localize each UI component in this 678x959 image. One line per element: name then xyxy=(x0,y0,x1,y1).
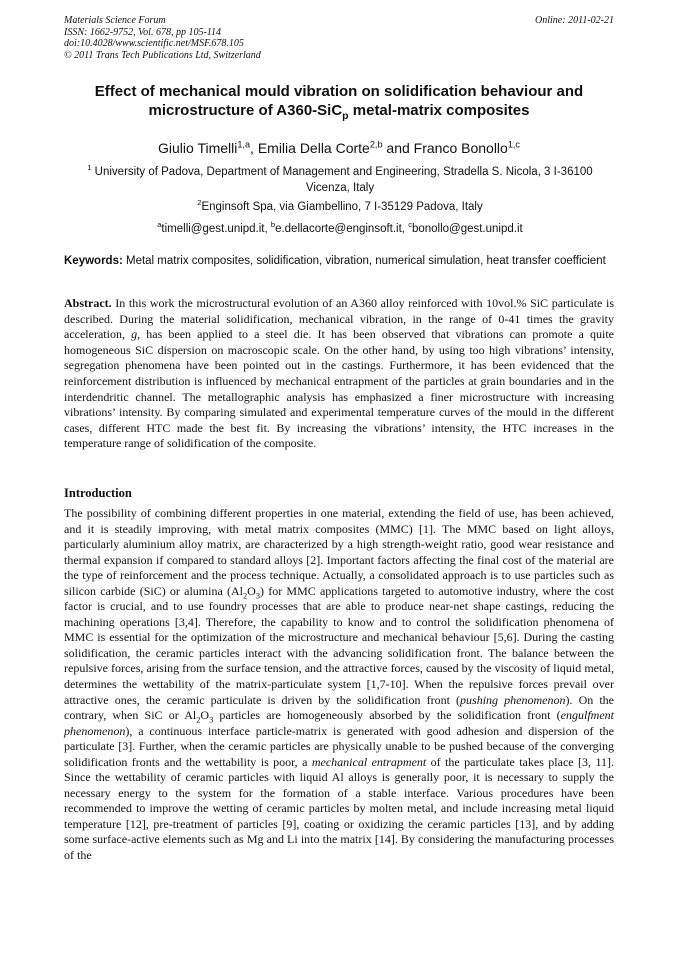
intro-pushing: pushing phenomenon xyxy=(460,692,566,707)
author-1-sup: 1,a xyxy=(237,139,251,150)
title-line-2-pre: microstructure of A360-SiC xyxy=(148,102,343,119)
affiliation-2 xyxy=(80,199,600,215)
journal-header xyxy=(64,15,614,61)
author-2-sup: 2,b xyxy=(369,139,383,150)
title-line-2 xyxy=(64,101,614,120)
abstract-label: Abstract. xyxy=(64,296,112,310)
author-2: Emilia Della Corte xyxy=(257,140,370,156)
intro-mid-2: O xyxy=(200,708,210,723)
affiliation-1 xyxy=(80,164,600,196)
journal-name: Materials Science Forum xyxy=(64,15,166,26)
issn-line: ISSN: 1662-9752, Vol. 678, pp 105-114 xyxy=(64,26,222,38)
doi-line: doi:10.4028/www.scientific.net/MSF.678.105 xyxy=(64,38,244,49)
email-a-sup: a xyxy=(157,220,162,230)
intro-mech: mechanical entrapment xyxy=(311,754,427,769)
title-line-1: Effect of mechanical mould vibration on solidification behaviour and xyxy=(94,83,584,100)
title-line-2-post: metal-matrix composites xyxy=(348,102,530,119)
intro-text-2: ) for MMC applications targeted to automotive industry, where the cost factor is crucial, and to use foundry processes that are able to produce near-net shape castings, reducing the machining operations [3,4]. Therefore, the capability to know and to control the solidification phenomena of MMC is essential for the optimization of the microstructure and mechanical behaviour [5,6]. During the casting solidification, the ceramic particles interact with the advancing solidification front. The balance between the repulsive forces, arising from the surface tension, and the attractive forces, caused by the viscosity of liquid metal, determines the wettability of the matrix-particulate system [1,7-10]. When the repulsive forces prevail over attractive ones, the ceramic particulate is driven by the solidification front ( xyxy=(64,583,614,707)
keywords-label: Keywords: xyxy=(64,255,123,267)
aff-2-text: Enginsoft Spa, via Giambellino, 7 I-35129 Padova, Italy xyxy=(201,201,483,213)
copyright-line: © 2011 Trans Tech Publications Ltd, Switzerland xyxy=(64,49,261,61)
intro-text-5: ), a continuous interface particle-matrix is generated with good adhesion and dispersion of the particulate [3]. Further, when the ceramic particles are physically unable to be pushed because of the converging solidification fronts and the wettability is poor, a xyxy=(64,723,614,769)
email-c: bonollo@gest.unipd.it xyxy=(411,223,523,235)
author-sep-2: and xyxy=(382,140,414,156)
email-c-sup: c xyxy=(408,220,412,230)
section-heading-introduction: Introduction xyxy=(64,486,132,500)
email-b: e.dellacorte@enginsoft.it, xyxy=(275,223,409,235)
email-a: timelli@gest.unipd.it, xyxy=(161,223,271,235)
intro-text-6: of the particulate takes place [3, 11]. Since the wettability of ceramic particles with liquid Al alloys is generally poor, it is necessary to supply the necessary energy to the system for the formation of a stable interface. Various procedures have been recommended to improve the wetting of ceramic particles by molten metal, and include increasing metal liquid temperature [12], pre-treatment of particles [9], coating or oxidizing the ceramic particles [13], and by adding some surface-active elements such as Mg and Li into the matrix [14]. By considering the manufacturing processes of the xyxy=(64,754,614,863)
intro-engulf: engulfment phenomenon xyxy=(64,708,614,738)
keywords xyxy=(64,254,614,270)
intro-mid-1: O xyxy=(247,583,256,598)
intro-text-1: The possibility of combining different properties in one material, extending the field of use, has been achieved, and it is steadily improving, with metal matrix composites (MMC) [1]. The MMC based on light alloys, particularly aluminium alloy matrix, are characterized by a high strength-weight ratio, good wear resistance and thermal expansion if compared to standard alloys [2]. Important factors affecting the final cost of the material are the type of reinforcement and the process technique. Actually, a consolidated approach is to use particles such as silicon carbide (SiC) or alumina (Al xyxy=(64,506,614,598)
abstract xyxy=(64,296,614,452)
aff-1-sup: 1 xyxy=(87,163,92,173)
aff-2-sup: 2 xyxy=(197,198,202,208)
online-date: Online: 2011-02-21 xyxy=(535,15,614,26)
aff-1-text: University of Padova, Department of Management and Engineering, Stradella S. Nicola, 3 I-36100 Vicenza, Italy xyxy=(91,166,593,194)
author-sep-1: , xyxy=(250,140,258,156)
introduction-body xyxy=(64,506,614,864)
email-b-sup: b xyxy=(270,220,276,230)
author-1: Giulio Timelli xyxy=(158,140,238,156)
title-subscript: p xyxy=(342,110,349,122)
author-3: Franco Bonollo xyxy=(413,140,508,156)
intro-sub-2: 3 xyxy=(255,591,261,601)
intro-sub-3: 2 xyxy=(196,715,201,725)
paper-title xyxy=(64,82,614,120)
abstract-g: g xyxy=(131,327,138,342)
author-emails xyxy=(80,221,600,237)
author-3-sup: 1,c xyxy=(507,139,520,150)
abstract-text-2: , has been applied to a steel die. It has been observed that vibrations can promote a quite homogeneous SiC dispersion on macroscopic scale. On the other hand, by using too high vibrations’ intensity, segregation phenomena have been pointed out in the castings. Furthermore, it has been evidenced that the reinforcement distribution is influenced by mechanical entrapment of the particles at grain boundaries and in the interdendritic channel. The metallographic analysis has emphasized a finer microstructure with increasing vibrations’ intensity. By comparing simulated and experimental temperature curves of the mould in the different cases, different HTC made the best fit. By increasing the vibrations’ intensity, the HTC increases in the temperature range of solidification of the composite. xyxy=(64,327,614,451)
intro-sub-1: 2 xyxy=(242,591,248,601)
intro-text-3: ). On the contrary, when SiC or Al xyxy=(64,692,615,723)
author-list xyxy=(64,140,614,156)
keywords-text: Metal matrix composites, solidification, vibration, numerical simulation, heat transfer coefficient xyxy=(122,255,606,267)
intro-sub-4: 3 xyxy=(209,715,214,725)
abstract-text-1: In this work the microstructural evolution of an A360 alloy reinforced with 10vol.% SiC particulate is described. During the material solidification, mechanical vibration, in the range of 0-41 times the gravity acceleration, xyxy=(64,296,614,342)
intro-text-4: particles are homogeneously absorbed by the solidification front ( xyxy=(213,708,561,723)
